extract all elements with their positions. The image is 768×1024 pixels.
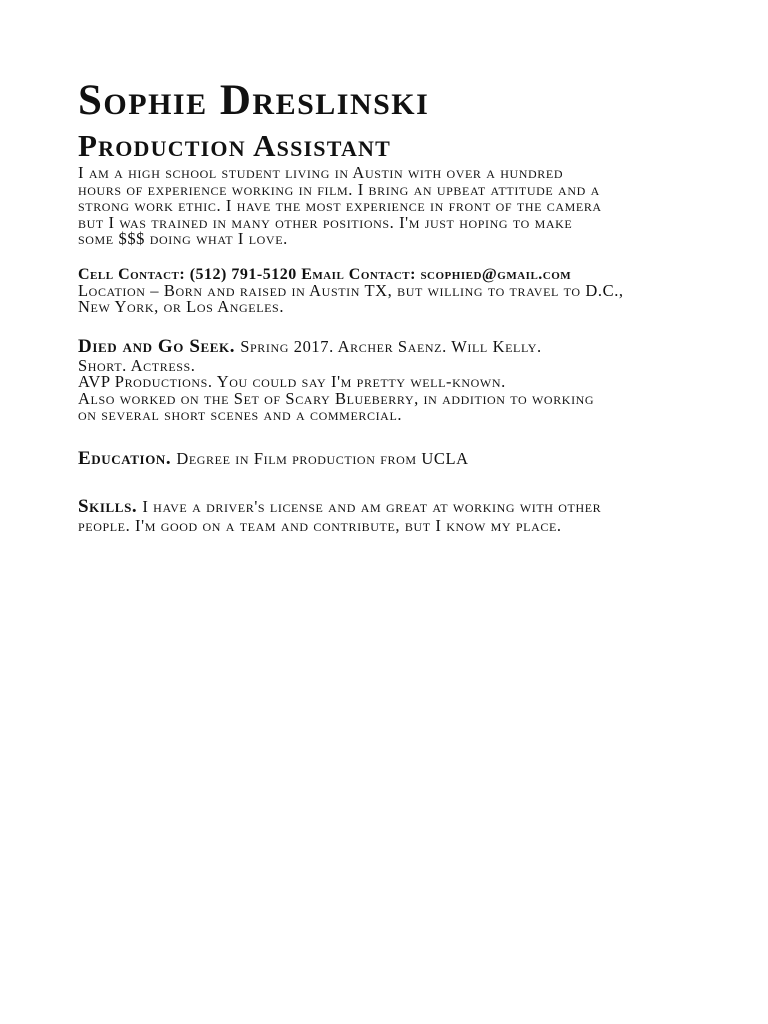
summary-paragraph [78, 165, 690, 248]
skills-text-line: I have a driver's license and am great at working with other [142, 496, 602, 516]
cell-contact-label: Cell Contact: [78, 265, 186, 283]
experience-line: AVP Productions. You could say I'm pretty well-known. [78, 372, 506, 391]
skills-text-line: people. I'm good on a team and contribute, but I know my place. [78, 515, 562, 535]
education-text: Degree in Film production from UCLA [176, 448, 469, 468]
experience-line: Short. Actress. [78, 355, 196, 375]
email-contact-value: scophied@gmail.com [420, 265, 572, 283]
education-heading: Education. [78, 447, 172, 469]
skills-heading: Skills. [78, 495, 138, 517]
experience-description [78, 355, 690, 424]
summary-line: strong work ethic. I have the most experience in front of the camera [78, 196, 602, 215]
experience-title: Died and Go Seek. [78, 335, 236, 357]
resume-name: Sophie Dreslinski [78, 77, 430, 124]
experience-section [78, 336, 690, 424]
contact-section [78, 266, 690, 316]
summary-line: but I was trained in many other positions. I'm just hoping to make [78, 212, 573, 232]
location-line: New York, or Los Angeles. [78, 297, 285, 316]
summary-line: some $$$ doing what I love. [78, 229, 288, 248]
summary-line: hours of experience working in film. I bring an upbeat attitude and a [78, 179, 600, 199]
summary-line: I am a high school student living in Austin with over a hundred [78, 163, 564, 182]
email-contact-label: Email Contact: [301, 265, 416, 283]
location-paragraph [78, 280, 690, 316]
location-line: Location – Born and raised in Austin TX, but willing to travel to D.C., [78, 280, 624, 300]
skills-first-line [78, 496, 690, 518]
experience-detail: Spring 2017. Archer Saenz. Will Kelly. [240, 336, 542, 356]
experience-line: Also worked on the Set of Scary Blueberry, in addition to working [78, 388, 595, 408]
experience-line: on several short scenes and a commercial. [78, 405, 403, 424]
contact-line [78, 266, 690, 283]
education-section [78, 448, 690, 470]
skills-section [78, 496, 690, 535]
resume-title: Production Assistant [78, 128, 392, 163]
experience-heading-line [78, 336, 690, 358]
resume-page [78, 78, 690, 534]
cell-contact-value: (512) 791-5120 [189, 265, 297, 283]
